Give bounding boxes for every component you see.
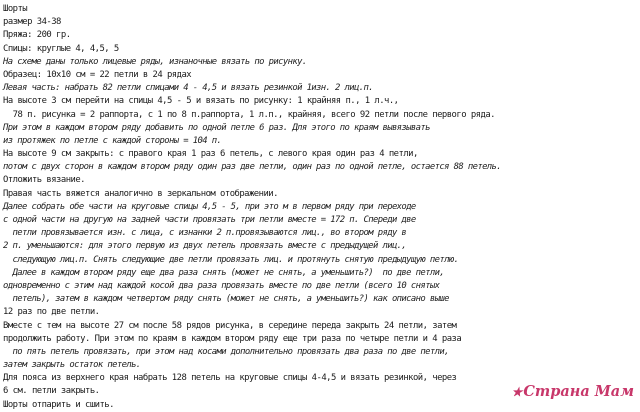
text-line: На высоте 3 см перейти на спицы 4,5 - 5 и вязать по рисунку: 1 крайняя п., 1 л.ч., <box>3 96 399 107</box>
text-line: При этом в каждом втором ряду добавить по одной петле 6 раз. Для этого по краям вывязывать <box>3 122 430 133</box>
text-line: Образец: 10х10 см = 22 петли в 24 рядах <box>3 69 192 80</box>
star-icon: ★ <box>511 385 523 399</box>
text-line: 78 п. рисунка = 2 раппорта, с 1 по 8 п.раппорта, 1 л.п., крайняя, всего 92 петли после первого ряда. <box>3 109 495 120</box>
text-line: 6 см. петли закрыть. <box>3 386 100 397</box>
text-line: с одной части на другую на задней части провязать три петли вместе = 172 п. Спереди две <box>3 215 416 225</box>
text-line: На схеме даны только лицевые ряды, изнаночные вязать по рисунку. <box>3 56 307 67</box>
text-line: затем закрыть остаток петель. <box>3 360 141 371</box>
text-line: Правая часть вяжется аналогично в зеркальном отображении. <box>3 188 278 199</box>
text-line: Пряжа: 200 гр. <box>3 30 71 41</box>
text-line: Далее в каждом втором ряду еще два раза снять (может не снять, а уменьшить?) по две петли, <box>3 267 445 278</box>
text-line: Шорты отпарить и сшить. <box>3 399 114 410</box>
text-line: Шорты <box>3 4 28 14</box>
text-line: 12 раз по две петли. <box>3 307 100 318</box>
text-line: Отложить вязание. <box>3 175 85 186</box>
text-line: Вместе с тем на высоте 27 см после 58 рядов рисунка, в середине переда закрыть 24 петли, затем <box>3 320 457 331</box>
text-line: петель), затем в каждом четвертом ряду снять (может не снять, а уменьшить?) как описано выше <box>3 294 449 305</box>
text-line: потом с двух сторон в каждом втором ряду один раз две петли, один раз по одной петле, остается 88 петель. <box>3 162 502 173</box>
text-line: одновременно с этим над каждой косой два раза провязать вместе по две петли (всего 10 снятых <box>3 280 440 291</box>
text-line: Спицы: круглые 4, 4,5, 5 <box>3 43 119 54</box>
text-line: Далее собрать обе части на круговые спицы 4,5 - 5, при это м в первом ряду при переходе <box>3 201 416 212</box>
text-line: Левая часть: набрать 82 петли спицами 4 - 4,5 и вязать резинкой 1изн. 2 лиц.п. <box>3 83 373 94</box>
text-line: На высоте 9 см закрыть: с правого края 1 раз 6 петель, с левого края один раз 4 петли, <box>3 149 418 160</box>
site-watermark <box>512 383 634 400</box>
text-line: следующую лиц.п. Снять следующие две петли провязать лиц. и протянуть снятую предыдущую петлю. <box>3 254 459 265</box>
document-body <box>3 3 637 412</box>
text-line: Для пояса из верхнего края набрать 128 петель на круговые спицы 4-4,5 и вязать резинкой, через <box>3 373 457 384</box>
text-line: из протяжек по петле с каждой стороны = 104 п. <box>3 135 222 146</box>
text-line: продолжить работу. При этом по краям в каждом втором ряду еще три раза по четыре петли и 4 раза <box>3 333 462 344</box>
text-line: размер 34-38 <box>3 17 61 28</box>
text-line: петли провязывается изн. с лица, с изнанки 2 п.провязываются лиц., во втором ряду в <box>3 228 407 239</box>
text-line: по пять петель провязать, при этом над косами дополнительно провязать два раза по две петли, <box>3 346 449 357</box>
text-line: 2 п. уменьшаются: для этого первую из двух петель провязать вместе с предыдущей лиц., <box>3 241 407 252</box>
watermark-text: Страна Мам <box>523 383 634 400</box>
